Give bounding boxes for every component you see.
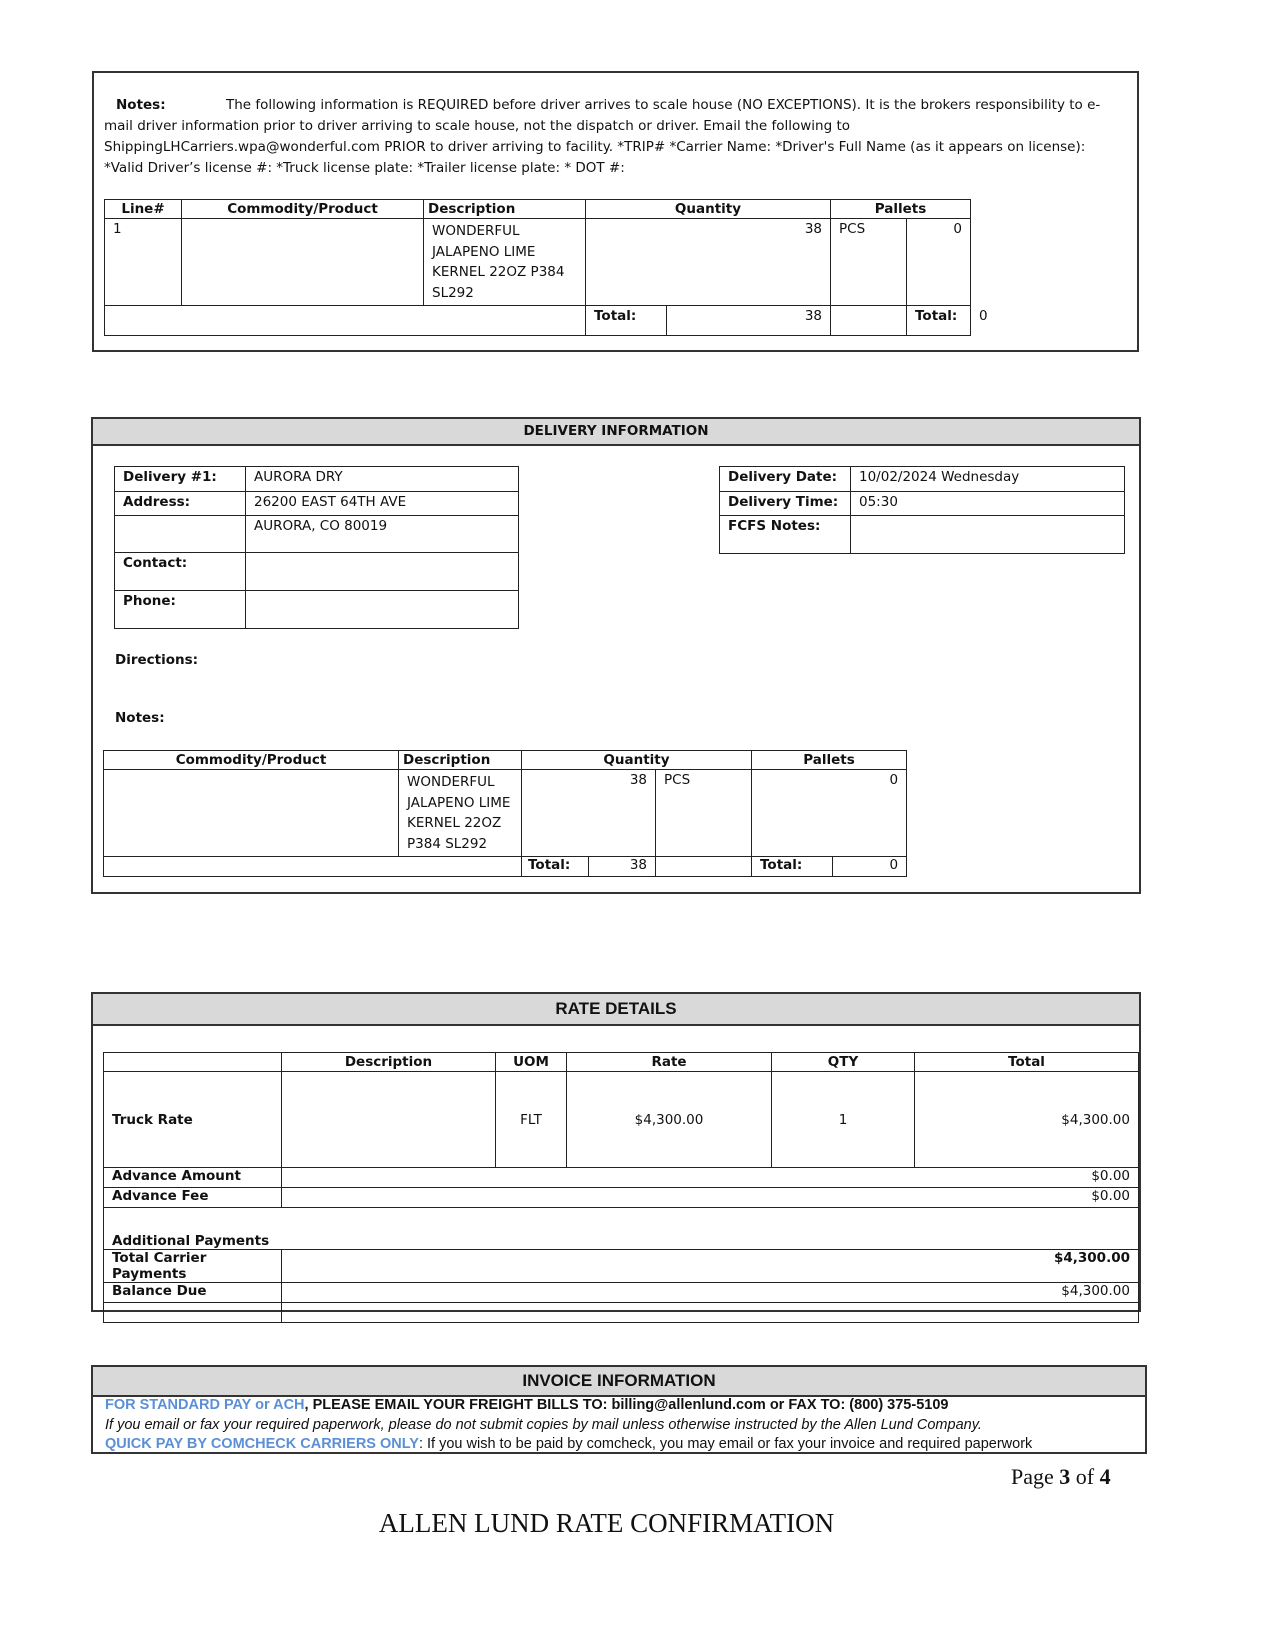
quick-pay-link[interactable]: QUICK PAY BY COMCHECK CARRIERS ONLY	[105, 1436, 419, 1452]
delivery-date-label: Delivery Date:	[720, 467, 851, 492]
document-title: ALLEN LUND RATE CONFIRMATION	[378, 1508, 835, 1538]
directions-label: Directions:	[115, 652, 199, 668]
delivery-time-label: Delivery Time:	[720, 492, 851, 516]
description-line: KERNEL 22OZ	[407, 815, 502, 831]
truck-rate-row	[104, 1072, 1139, 1168]
truck-rate-total: $4,300.00	[915, 1072, 1139, 1168]
total-pallets-label: Total:	[752, 857, 833, 877]
contact-value	[246, 553, 519, 591]
header-description: Description	[424, 200, 586, 219]
notes-table-header	[105, 200, 971, 219]
total-carrier-label: Total Carrier Payments	[104, 1250, 282, 1283]
description-line: KERNEL 22OZ P384	[432, 264, 565, 280]
additional-payments-label: Additional Payments	[104, 1208, 1139, 1250]
delivery-table-header	[104, 751, 907, 770]
delivery-date-table	[719, 466, 1125, 554]
commodity-cell	[182, 219, 424, 306]
total-row: Total: 38 Total: 0	[105, 306, 971, 336]
address-line1: 26200 EAST 64TH AVE	[246, 492, 519, 516]
delivery-number-value: AURORA DRY	[246, 467, 519, 492]
quantity-value: 38	[586, 219, 831, 306]
additional-payments-row	[104, 1208, 1139, 1250]
total-qty: 38	[667, 306, 831, 336]
advance-amount-row	[104, 1168, 1139, 1188]
description-line: JALAPENO LIME	[407, 794, 511, 811]
description-line: SL292	[432, 284, 474, 301]
notes-paragraph	[104, 95, 1126, 179]
header-quantity: Quantity	[522, 751, 752, 770]
truck-rate-label: Truck Rate	[104, 1072, 282, 1168]
contact-label: Contact:	[115, 553, 246, 591]
total-unit-blank	[831, 306, 907, 336]
total-qty: 38	[589, 857, 656, 877]
total-row-blank	[104, 857, 522, 877]
rate-section	[91, 992, 1141, 1312]
total-row	[104, 857, 907, 877]
total-carrier-row	[104, 1250, 1139, 1283]
delivery-address-table	[114, 466, 519, 629]
advance-fee-label: Advance Fee	[104, 1188, 282, 1208]
address-line2: AURORA, CO 80019	[246, 516, 519, 553]
delivery-notes-label: Notes:	[115, 710, 165, 726]
truck-rate-description	[282, 1072, 496, 1168]
advance-amount-value: $0.00	[282, 1168, 1139, 1188]
pallets-value: 0	[752, 770, 907, 857]
balance-due-value: $4,300.00	[282, 1283, 1139, 1303]
notes-section	[92, 71, 1139, 352]
header-description: Description	[399, 751, 522, 770]
page-of: of	[1070, 1464, 1100, 1489]
page-total: 4	[1099, 1464, 1111, 1489]
fcfs-notes-value	[851, 516, 1125, 554]
pallets-value: 0	[907, 219, 971, 306]
invoice-section	[91, 1365, 1147, 1454]
total-row-blank	[105, 306, 586, 336]
delivery-commodity-table	[103, 750, 907, 877]
rate-table	[103, 1052, 1139, 1323]
advance-fee-value: $0.00	[282, 1188, 1139, 1208]
description-line: JALAPENO LIME	[432, 243, 536, 260]
quantity-value: 38	[522, 770, 656, 857]
table-row	[104, 770, 907, 857]
advance-amount-label: Advance Amount	[104, 1168, 282, 1188]
description-cell	[399, 770, 522, 857]
delivery-time-value: 05:30	[851, 492, 1125, 516]
total-label: Total:	[522, 857, 589, 877]
header-uom: UOM	[496, 1053, 567, 1072]
line-number: 1	[105, 219, 182, 306]
blank-row	[104, 1303, 1139, 1323]
balance-due-label: Balance Due	[104, 1283, 282, 1303]
header-line: Line#	[105, 200, 182, 219]
header-description: Description	[282, 1053, 496, 1072]
page-current: 3	[1059, 1464, 1071, 1489]
rate-title: RATE DETAILS	[93, 994, 1139, 1026]
standard-pay-link[interactable]: FOR STANDARD PAY or ACH	[105, 1397, 305, 1413]
header-commodity: Commodity/Product	[182, 200, 424, 219]
delivery-date-value: 10/02/2024 Wednesday	[851, 467, 1125, 492]
standard-pay-text: , PLEASE EMAIL YOUR FREIGHT BILLS TO: billing@allenlund.com or FAX TO: (800) 375-5109	[304, 1397, 949, 1413]
rate-table-header	[104, 1053, 1139, 1072]
notes-commodity-table	[104, 199, 988, 336]
header-pallets: Pallets	[831, 200, 971, 219]
unit-value: PCS	[831, 219, 907, 306]
header-qty: QTY	[772, 1053, 915, 1072]
header-blank	[104, 1053, 282, 1072]
invoice-title: INVOICE INFORMATION	[93, 1367, 1145, 1397]
header-commodity: Commodity/Product	[104, 751, 399, 770]
address-label-blank	[115, 516, 246, 553]
delivery-title: DELIVERY INFORMATION	[93, 419, 1139, 446]
notes-label: Notes:	[116, 97, 166, 113]
phone-label: Phone:	[115, 591, 246, 629]
delivery-number-label: Delivery #1:	[115, 467, 246, 492]
unit-value: PCS	[656, 770, 752, 857]
quick-pay-text: : If you wish to be paid by comcheck, you may email or fax your invoice and required paperwork	[418, 1436, 1033, 1452]
total-label: Total:	[586, 306, 667, 336]
header-rate: Rate	[567, 1053, 772, 1072]
description-line: P384 SL292	[407, 835, 488, 852]
truck-rate-qty: 1	[772, 1072, 915, 1168]
address-label: Address:	[115, 492, 246, 516]
invoice-line-2: If you email or fax your required paperwork, please do not submit copies by mail unless otherwise instructed by the Allen Lund Company.	[105, 1417, 982, 1433]
page-prefix: Page	[1011, 1464, 1060, 1489]
notes-text: The following information is REQUIRED before driver arrives to scale house (NO EXCEPTIONS). It is the brokers responsibility to e-mail driver information prior to driver arriving to scale house, not the dispatch or driver. Email the following to ShippingLHCarriers.wpa@wonderful.com PRIOR to driver arriving to facility. *TRIP# *Carrier Name: *Driver's Full Name (as it appears on license): *Valid Driver’s license #: *Truck license plate: *Trailer license plate: * DOT #:	[104, 97, 1101, 176]
description-cell	[424, 219, 586, 306]
truck-rate-uom: FLT	[496, 1072, 567, 1168]
blank-cell	[104, 1303, 282, 1323]
header-pallets: Pallets	[752, 751, 907, 770]
blank-cell	[282, 1303, 1139, 1323]
fcfs-notes-label: FCFS Notes:	[720, 516, 851, 554]
page-number	[1011, 1464, 1111, 1490]
total-pallets: 0	[833, 857, 907, 877]
table-row	[105, 219, 971, 306]
total-pallets-label: Total:	[907, 306, 971, 336]
phone-value	[246, 591, 519, 629]
header-total: Total	[915, 1053, 1139, 1072]
invoice-line-1	[105, 1397, 948, 1413]
balance-due-row	[104, 1283, 1139, 1303]
total-unit-blank	[656, 857, 752, 877]
advance-fee-row	[104, 1188, 1139, 1208]
invoice-line-3	[105, 1436, 1032, 1452]
header-quantity: Quantity	[586, 200, 831, 219]
description-line: WONDERFUL	[432, 223, 520, 239]
total-carrier-value: $4,300.00	[282, 1250, 1139, 1283]
description-line: WONDERFUL	[407, 774, 495, 790]
delivery-section	[91, 417, 1141, 894]
commodity-cell	[104, 770, 399, 857]
truck-rate-rate: $4,300.00	[567, 1072, 772, 1168]
